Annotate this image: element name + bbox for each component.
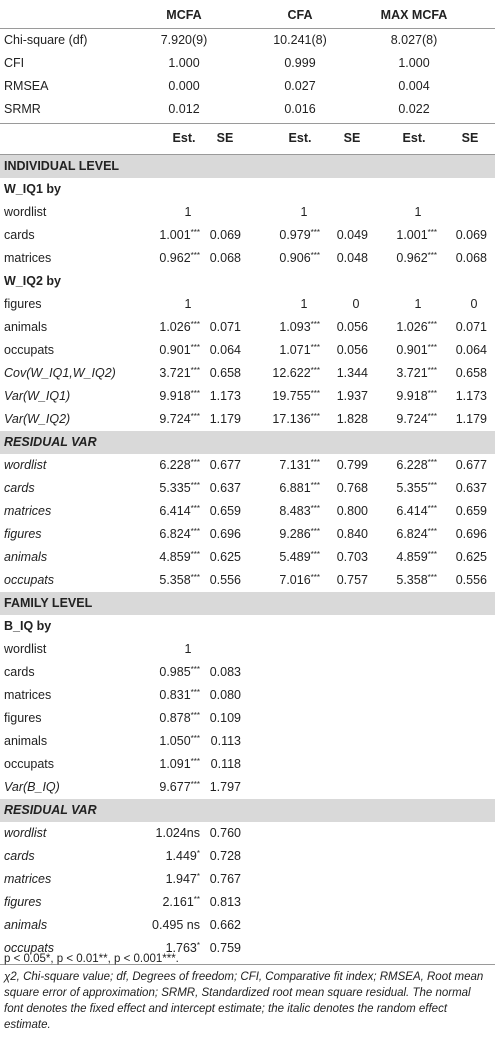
row-label: cards: [4, 849, 35, 863]
se-header: SE: [216, 131, 234, 145]
estimate-value: 1: [414, 205, 422, 219]
se-value: 0.071: [209, 320, 241, 334]
fit-row: [0, 52, 495, 75]
estimate-value: 0.906***: [279, 251, 320, 265]
estimate-value: 0.962***: [396, 251, 437, 265]
estimate-value: 1.026***: [396, 320, 437, 334]
row-label: occupats: [4, 573, 55, 587]
row-label: matrices: [4, 688, 52, 702]
fit-row-label: RMSEA: [4, 79, 49, 93]
row-label: cards: [4, 228, 35, 242]
table-row: [0, 914, 495, 937]
se-value: 0.637: [209, 481, 241, 495]
estimate-value: 4.859***: [159, 550, 200, 564]
estimate-value: 9.286***: [279, 527, 320, 541]
se-value: 0.109: [209, 711, 241, 725]
model-header-cfa: CFA: [287, 8, 313, 22]
estimate-value: 1.050***: [159, 734, 200, 748]
se-value: 1.797: [209, 780, 241, 794]
se-value: 1.173: [209, 389, 241, 403]
se-value: 0.118: [210, 757, 241, 771]
se-value: 0.625: [455, 550, 487, 564]
row-label: Var(B_IQ): [4, 780, 60, 794]
se-value: 0.813: [209, 895, 241, 909]
row-label: figures: [4, 895, 42, 909]
estimate-value: 0.495 ns: [152, 918, 200, 932]
se-value: 0.064: [455, 343, 487, 357]
table-row: [0, 822, 495, 845]
row-label: figures: [4, 297, 42, 311]
group-label: W_IQ1 by: [4, 182, 61, 196]
estimate-value: 1: [184, 297, 192, 311]
se-value: 0.659: [455, 504, 487, 518]
row-label: matrices: [4, 504, 52, 518]
estimate-value: 0.985***: [159, 665, 200, 679]
model-header-max-mcfa: MAX MCFA: [380, 8, 448, 22]
fit-value: 10.241(8): [273, 33, 327, 47]
table-row: [0, 776, 495, 799]
table-row: [0, 891, 495, 914]
row-label: matrices: [4, 251, 52, 265]
se-value: 0.056: [336, 343, 368, 357]
row-label: occupats: [4, 941, 55, 955]
estimate-value: 6.824***: [159, 527, 200, 541]
estimate-value: 9.724***: [159, 412, 200, 426]
estimate-value: 1: [300, 205, 308, 219]
fit-value: 0.022: [398, 102, 430, 116]
estimate-value: 2.161**: [162, 895, 200, 909]
estimate-value: 9.918***: [159, 389, 200, 403]
fit-value: 0.000: [168, 79, 200, 93]
est-header: Est.: [402, 131, 426, 145]
row-label: animals: [4, 320, 48, 334]
row-label: Var(W_IQ1): [4, 389, 71, 403]
estimate-value: 1.947*: [165, 872, 200, 886]
estimate-value: 1.763*: [165, 941, 200, 955]
fit-value: 0.016: [284, 102, 316, 116]
estimate-value: 1.001***: [159, 228, 200, 242]
se-value: 0.696: [209, 527, 241, 541]
estimate-value: 0.901***: [396, 343, 437, 357]
row-label: wordlist: [4, 642, 47, 656]
estimate-value: 7.016***: [279, 573, 320, 587]
fit-row: [0, 98, 495, 121]
se-header: SE: [461, 131, 479, 145]
se-value: 0.068: [455, 251, 487, 265]
estimate-value: 6.824***: [396, 527, 437, 541]
estimate-value: 17.136***: [272, 412, 320, 426]
estimate-value: 12.622***: [272, 366, 320, 380]
estimate-value: 6.414***: [159, 504, 200, 518]
estimate-value: 1.091***: [159, 757, 200, 771]
se-value: 0.800: [336, 504, 368, 518]
se-value: 0.071: [455, 320, 487, 334]
table-row: [0, 569, 495, 592]
se-value: 1.937: [336, 389, 368, 403]
estimate-value: 1.449*: [165, 849, 200, 863]
section-label: FAMILY LEVEL: [4, 596, 93, 610]
row-label: occupats: [4, 343, 55, 357]
se-value: 0: [352, 297, 360, 311]
table-row: [0, 293, 495, 316]
table-row: [0, 454, 495, 477]
fit-value: 0.004: [398, 79, 430, 93]
table-row: [0, 477, 495, 500]
fit-value: 1.000: [398, 56, 430, 70]
fit-value: 8.027(8): [390, 33, 438, 47]
section-header-row: [0, 155, 495, 178]
estimate-value: 5.355***: [396, 481, 437, 495]
estimate-value: 3.721***: [159, 366, 200, 380]
row-label: matrices: [4, 872, 52, 886]
table-row: [0, 316, 495, 339]
table-row: [0, 730, 495, 753]
se-value: 0.840: [336, 527, 368, 541]
estimate-value: 1.071***: [279, 343, 320, 357]
table-row: [0, 408, 495, 431]
se-value: 0.658: [209, 366, 241, 380]
fit-value: 0.999: [284, 56, 316, 70]
group-header-row: [0, 178, 495, 201]
row-label: wordlist: [4, 458, 47, 472]
significance-note: p < 0.05*, p < 0.01**, p < 0.001***.: [4, 953, 179, 965]
estimate-value: 9.918***: [396, 389, 437, 403]
table-row: [0, 523, 495, 546]
estimate-value: 4.859***: [396, 550, 437, 564]
se-value: 0.064: [209, 343, 241, 357]
row-label: Var(W_IQ2): [4, 412, 71, 426]
estimate-value: 6.881***: [279, 481, 320, 495]
fit-value: 7.920(9): [160, 33, 208, 47]
table-row: [0, 362, 495, 385]
se-value: 0.556: [209, 573, 241, 587]
table-row: [0, 385, 495, 408]
table-row: [0, 661, 495, 684]
se-value: 0.703: [336, 550, 368, 564]
table-row: [0, 546, 495, 569]
se-value: 1.173: [455, 389, 487, 403]
se-value: 0.556: [455, 573, 487, 587]
row-label: occupats: [4, 757, 55, 771]
se-value: 0.757: [336, 573, 368, 587]
abbreviation-note: χ2, Chi-square value; df, Degrees of freedom; CFI, Comparative fit index; RMSEA, Root mean square error of approximation; SRMR, Standardized root mean square residual. The normal font denotes the fixed effect and intercept estimate; the italic denotes the random effect estimate.: [4, 971, 484, 1031]
fit-row-label: CFI: [4, 56, 25, 70]
model-header-row: [0, 4, 495, 27]
se-value: 0.677: [209, 458, 241, 472]
estimate-value: 6.414***: [396, 504, 437, 518]
estimate-value: 0.901***: [159, 343, 200, 357]
estimate-value: 6.228***: [159, 458, 200, 472]
estimate-value: 19.755***: [272, 389, 320, 403]
row-label: cards: [4, 481, 35, 495]
table-row: [0, 845, 495, 868]
se-value: 1.828: [336, 412, 368, 426]
estimate-value: 1: [414, 297, 422, 311]
se-value: 0.677: [455, 458, 487, 472]
section-header-row: [0, 799, 495, 822]
se-value: 1.179: [209, 412, 241, 426]
estimate-value: 1.001***: [396, 228, 437, 242]
row-label: animals: [4, 734, 48, 748]
se-value: 0.637: [455, 481, 487, 495]
section-label: RESIDUAL VAR: [4, 803, 97, 817]
se-value: 0.658: [455, 366, 487, 380]
table-row: [0, 753, 495, 776]
table-row: [0, 247, 495, 270]
se-value: 0.049: [336, 228, 368, 242]
se-value: 0.068: [209, 251, 241, 265]
estimate-value: 5.335***: [159, 481, 200, 495]
se-value: 0: [470, 297, 478, 311]
estimate-value: 1: [300, 297, 308, 311]
se-value: 0.080: [209, 688, 241, 702]
se-value: 0.662: [209, 918, 241, 932]
se-value: 0.056: [336, 320, 368, 334]
estimate-value: 0.979***: [279, 228, 320, 242]
estimate-value: 9.677***: [159, 780, 200, 794]
fit-value: 1.000: [168, 56, 200, 70]
row-divider: [0, 123, 495, 124]
row-label: animals: [4, 918, 48, 932]
se-value: 0.048: [336, 251, 368, 265]
fit-value: 0.027: [284, 79, 316, 93]
row-label: figures: [4, 711, 42, 725]
estimate-value: 1.024ns: [155, 826, 200, 840]
row-label: figures: [4, 527, 42, 541]
estimate-value: 9.724***: [396, 412, 437, 426]
estimate-value: 5.489***: [279, 550, 320, 564]
se-value: 0.113: [210, 734, 241, 748]
se-value: 1.344: [336, 366, 368, 380]
se-value: 0.759: [209, 941, 241, 955]
se-value: 0.728: [209, 849, 241, 863]
table-row: [0, 201, 495, 224]
se-value: 0.768: [336, 481, 368, 495]
row-label: Cov(W_IQ1,W_IQ2): [4, 366, 116, 380]
se-value: 1.179: [455, 412, 487, 426]
section-header-row: [0, 431, 495, 454]
se-value: 0.799: [336, 458, 368, 472]
group-header-row: [0, 270, 495, 293]
table-row: [0, 224, 495, 247]
fit-row: [0, 29, 495, 52]
table-row: [0, 500, 495, 523]
model-header-mcfa: MCFA: [166, 8, 202, 22]
table-row: [0, 638, 495, 661]
estimate-value: 0.962***: [159, 251, 200, 265]
estimate-value: 5.358***: [159, 573, 200, 587]
group-label: W_IQ2 by: [4, 274, 61, 288]
table-row: [0, 868, 495, 891]
section-label: INDIVIDUAL LEVEL: [4, 159, 120, 173]
se-value: 0.696: [455, 527, 487, 541]
section-header-row: [0, 592, 495, 615]
row-label: cards: [4, 665, 35, 679]
est-header: Est.: [288, 131, 312, 145]
row-label: animals: [4, 550, 48, 564]
se-value: 0.760: [209, 826, 241, 840]
table-row: [0, 339, 495, 362]
table-row: [0, 707, 495, 730]
group-label: B_IQ by: [4, 619, 52, 633]
se-value: 0.069: [209, 228, 241, 242]
estimate-value: 1: [184, 205, 192, 219]
estimate-value: 1: [184, 642, 192, 656]
fit-row: [0, 75, 495, 98]
row-label: wordlist: [4, 826, 47, 840]
estimate-value: 0.831***: [159, 688, 200, 702]
se-value: 0.069: [455, 228, 487, 242]
estimate-value: 0.878***: [159, 711, 200, 725]
row-label: wordlist: [4, 205, 47, 219]
estimate-value: 5.358***: [396, 573, 437, 587]
se-value: 0.767: [209, 872, 241, 886]
estimate-header-row: [0, 127, 495, 150]
est-header: Est.: [172, 131, 196, 145]
section-label: RESIDUAL VAR: [4, 435, 97, 449]
se-value: 0.659: [209, 504, 241, 518]
se-value: 0.625: [209, 550, 241, 564]
estimate-value: 8.483***: [279, 504, 320, 518]
estimate-value: 3.721***: [396, 366, 437, 380]
estimate-value: 1.026***: [159, 320, 200, 334]
group-header-row: [0, 615, 495, 638]
fit-row-label: Chi-square (df): [4, 33, 88, 47]
fit-value: 0.012: [168, 102, 200, 116]
table-notes: [4, 951, 491, 1035]
se-value: 0.083: [209, 665, 241, 679]
se-header: SE: [343, 131, 361, 145]
estimate-value: 6.228***: [396, 458, 437, 472]
fit-row-label: SRMR: [4, 102, 41, 116]
estimate-value: 1.093***: [279, 320, 320, 334]
estimate-value: 7.131***: [279, 458, 320, 472]
table-row: [0, 684, 495, 707]
